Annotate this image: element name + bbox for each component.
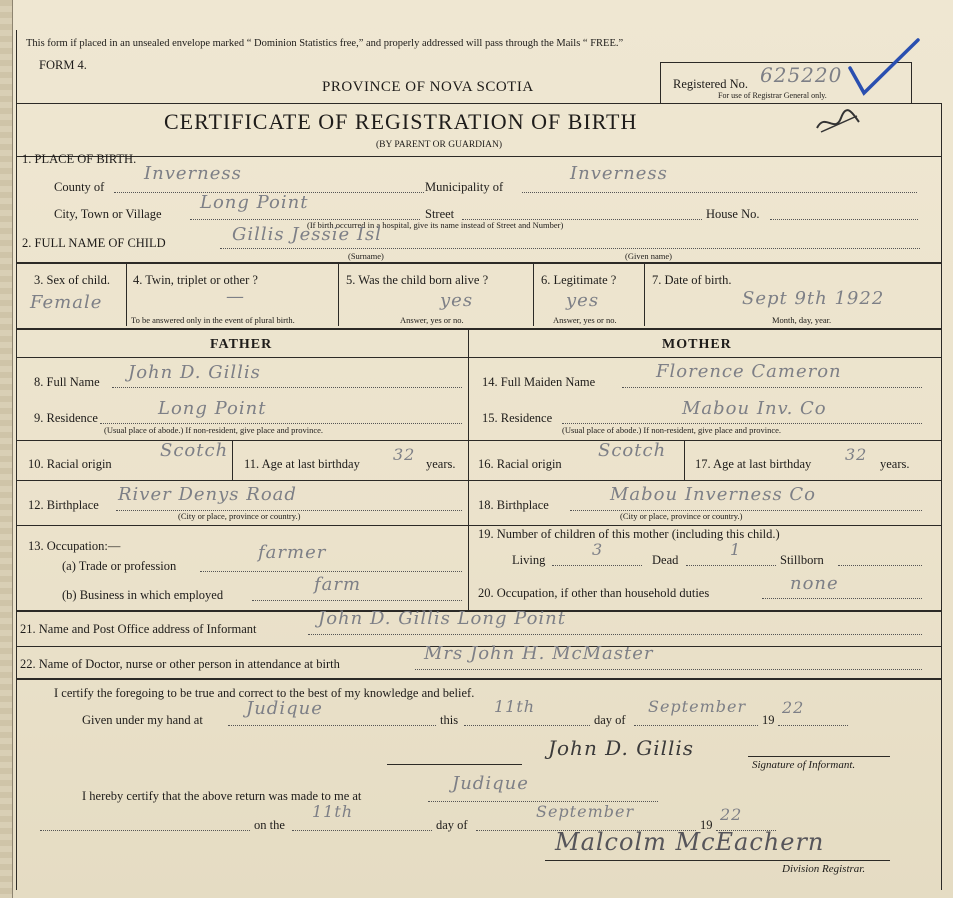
- father-birthplace-label: 12. Birthplace: [28, 498, 99, 512]
- mother-racial-value: Scotch: [598, 440, 667, 461]
- mother-dead-value: 1: [730, 540, 742, 559]
- mother-age-value: 32: [845, 445, 868, 464]
- twin-label: 4. Twin, triplet or other ?: [133, 273, 258, 287]
- dob-label: 7. Date of birth.: [652, 273, 732, 287]
- informant-label: 21. Name and Post Office address of Informant: [20, 622, 257, 636]
- father-age-years: years.: [426, 457, 456, 471]
- given-under-label: Given under my hand at: [82, 713, 203, 727]
- father-heading: FATHER: [210, 337, 273, 352]
- father-residence-value: Long Point: [158, 398, 267, 419]
- child-name-label: 2. FULL NAME OF CHILD: [22, 236, 166, 250]
- sex-label: 3. Sex of child.: [34, 273, 111, 287]
- dob-value: Sept 9th 1922: [742, 288, 885, 309]
- signature-underline-short: [387, 764, 522, 765]
- return-place-value: Judique: [452, 773, 529, 794]
- registrar-label: Division Registrar.: [782, 863, 866, 875]
- mother-age-label: 17. Age at last birthday: [695, 457, 812, 471]
- father-name-value: John D. Gillis: [128, 362, 261, 383]
- father-residence-line: [100, 423, 462, 424]
- sex-value: Female: [30, 292, 103, 313]
- place-of-birth-heading: 1. PLACE OF BIRTH.: [22, 152, 137, 166]
- alive-note: Answer, yes or no.: [400, 315, 464, 325]
- left-frame-rule: [16, 30, 17, 890]
- surname-note: (Surname): [348, 251, 384, 261]
- mother-occupation-label: 20. Occupation, if other than household duties: [478, 586, 710, 600]
- signature-underline: [748, 756, 890, 757]
- mother-children-label: 19. Number of children of this mother (including this child.): [478, 527, 780, 541]
- parents-center-divider: [468, 330, 469, 610]
- mother-age-years: years.: [880, 457, 910, 471]
- father-age-divider: [232, 440, 233, 480]
- informant-signature-label: Signature of Informant.: [752, 759, 856, 771]
- mother-birthplace-label: 18. Birthplace: [478, 498, 549, 512]
- twin-value: —: [226, 286, 245, 307]
- stamp-scribble-icon: [813, 108, 863, 138]
- father-age-label: 11. Age at last birthday: [244, 457, 360, 471]
- father-birthplace-value: River Denys Road: [118, 484, 297, 505]
- return-day-of-label: day of: [436, 818, 468, 832]
- mother-birthplace-note: (City or place, province or country.): [620, 511, 743, 521]
- house-no-label: House No.: [706, 207, 760, 221]
- mother-dead-line: [686, 565, 776, 566]
- on-the-label: on the: [254, 818, 285, 832]
- header-rule: [16, 103, 941, 104]
- informant-signature: John D. Gillis: [548, 736, 695, 760]
- perforated-margin: [0, 0, 13, 898]
- mother-stillborn-label: Stillborn: [780, 553, 824, 567]
- given-place-line: [228, 725, 436, 726]
- doctor-value: Mrs John H. McMaster: [424, 643, 654, 664]
- county-value: Inverness: [144, 163, 242, 184]
- father-racial-label: 10. Racial origin: [28, 457, 112, 471]
- registered-number: 625220: [760, 63, 843, 87]
- this-day-line: [464, 725, 590, 726]
- father-occupation-label: 13. Occupation:—: [28, 539, 121, 553]
- municipality-value: Inverness: [570, 163, 668, 184]
- certify-top-rule: [16, 678, 941, 680]
- return-year-value: 22: [720, 805, 743, 824]
- informant-value: John D. Gillis Long Point: [318, 608, 566, 629]
- mother-maiden-line: [622, 387, 922, 388]
- alive-value: yes: [440, 290, 474, 311]
- father-trade-value: farmer: [258, 542, 327, 563]
- legitimate-label: 6. Legitimate ?: [541, 273, 617, 287]
- twin-note: To be answered only in the event of plural birth.: [131, 315, 295, 325]
- house-no-line: [770, 219, 918, 220]
- form-number: FORM 4.: [39, 58, 87, 72]
- col-divider: [533, 264, 534, 326]
- mother-row-rule: [468, 480, 941, 481]
- doctor-line: [415, 669, 922, 670]
- parents-top-rule: [16, 328, 941, 330]
- father-row-rule: [16, 525, 468, 526]
- city-label: City, Town or Village: [54, 207, 162, 221]
- blue-check-mark-icon: [848, 38, 923, 98]
- street-label: Street: [425, 207, 455, 221]
- father-residence-label: 9. Residence: [34, 411, 98, 425]
- given-place-value: Judique: [246, 698, 323, 719]
- certificate-title: CERTIFICATE OF REGISTRATION OF BIRTH: [164, 109, 638, 134]
- child-name-value: Gillis Jessie Isl: [232, 224, 382, 245]
- return-month-value: September: [536, 802, 635, 821]
- given-name-note: (Given name): [625, 251, 672, 261]
- father-trade-line: [200, 571, 462, 572]
- year-line: [778, 725, 848, 726]
- father-business-line: [252, 600, 462, 601]
- mother-stillborn-line: [838, 565, 922, 566]
- mother-row-rule: [468, 525, 941, 526]
- day-of-label: day of: [594, 713, 626, 727]
- envelope-note: This form if placed in an unsealed envelope marked “ Dominion Statistics free,” and properly addressed will pass through the Mails “ FREE.”: [26, 38, 624, 49]
- return-text: I hereby certify that the above return was made to me at: [82, 789, 362, 803]
- place-top-rule: [16, 156, 941, 157]
- registrar-signature: Malcolm McEachern: [555, 828, 825, 856]
- legitimate-note: Answer, yes or no.: [553, 315, 617, 325]
- mother-maiden-value: Florence Cameron: [656, 361, 842, 382]
- doctor-label: 22. Name of Doctor, nurse or other person in attendance at birth: [20, 657, 340, 671]
- mother-residence-label: 15. Residence: [482, 411, 553, 425]
- father-name-label: 8. Full Name: [34, 375, 100, 389]
- hospital-note: (If birth occurred in a hospital, give its name instead of Street and Number): [307, 220, 564, 230]
- father-row-rule: [16, 440, 468, 441]
- return-day-line: [292, 830, 432, 831]
- father-residence-note: (Usual place of abode.) If non-resident, give place and province.: [104, 425, 324, 435]
- this-day-value: 11th: [494, 697, 536, 716]
- father-trade-label: (a) Trade or profession: [62, 559, 177, 573]
- informant-line: [308, 634, 922, 635]
- this-label: this: [440, 713, 459, 727]
- alive-label: 5. Was the child born alive ?: [346, 273, 489, 287]
- mother-residence-line: [562, 423, 922, 424]
- mother-living-label: Living: [512, 553, 546, 567]
- child-name-line: [220, 248, 920, 249]
- col-divider: [338, 264, 339, 326]
- parents-heading-rule: [16, 357, 941, 358]
- mother-living-line: [552, 565, 642, 566]
- year-value: 22: [782, 698, 805, 717]
- father-name-line: [112, 387, 462, 388]
- father-age-value: 32: [393, 445, 416, 464]
- registrar-use-note: For use of Registrar General only.: [718, 91, 827, 100]
- year-prefix: 19: [762, 713, 775, 727]
- mother-maiden-label: 14. Full Maiden Name: [482, 375, 596, 389]
- mother-birthplace-value: Mabou Inverness Co: [610, 484, 817, 505]
- mother-occupation-value: none: [790, 573, 839, 594]
- municipality-line: [522, 192, 917, 193]
- county-label: County of: [54, 180, 105, 194]
- municipality-label: Municipality of: [425, 180, 504, 194]
- col-divider: [126, 264, 127, 326]
- certify-text: I certify the foregoing to be true and correct to the best of my knowledge and belief.: [54, 686, 475, 700]
- mother-racial-label: 16. Racial origin: [478, 457, 562, 471]
- father-business-label: (b) Business in which employed: [62, 588, 224, 602]
- mother-living-value: 3: [592, 540, 604, 559]
- col-divider: [644, 264, 645, 326]
- father-racial-value: Scotch: [160, 440, 229, 461]
- mother-dead-label: Dead: [652, 553, 679, 567]
- return-day-value: 11th: [312, 802, 354, 821]
- month-value: September: [648, 697, 747, 716]
- father-row-rule: [16, 480, 468, 481]
- father-birthplace-note: (City or place, province or country.): [178, 511, 301, 521]
- child-section-rule: [16, 262, 941, 264]
- father-business-value: farm: [314, 574, 362, 595]
- registrar-underline: [545, 860, 890, 861]
- return-year-prefix: 19: [700, 818, 713, 832]
- return-leading-line: [40, 830, 250, 831]
- right-frame-rule: [941, 103, 942, 890]
- dob-note: Month, day, year.: [772, 315, 832, 325]
- mother-heading: MOTHER: [662, 337, 732, 352]
- mother-age-divider: [684, 440, 685, 480]
- mother-residence-note: (Usual place of abode.) If non-resident, give place and province.: [562, 425, 782, 435]
- legitimate-value: yes: [566, 290, 600, 311]
- certificate-subtitle: (BY PARENT OR GUARDIAN): [376, 140, 503, 150]
- mother-row-rule: [468, 440, 941, 441]
- province-heading: PROVINCE OF NOVA SCOTIA: [322, 79, 534, 95]
- city-value: Long Point: [200, 192, 309, 213]
- mother-occupation-line: [762, 598, 922, 599]
- registered-label: Registered No.: [673, 77, 748, 91]
- mother-residence-value: Mabou Inv. Co: [682, 398, 827, 419]
- month-line: [634, 725, 758, 726]
